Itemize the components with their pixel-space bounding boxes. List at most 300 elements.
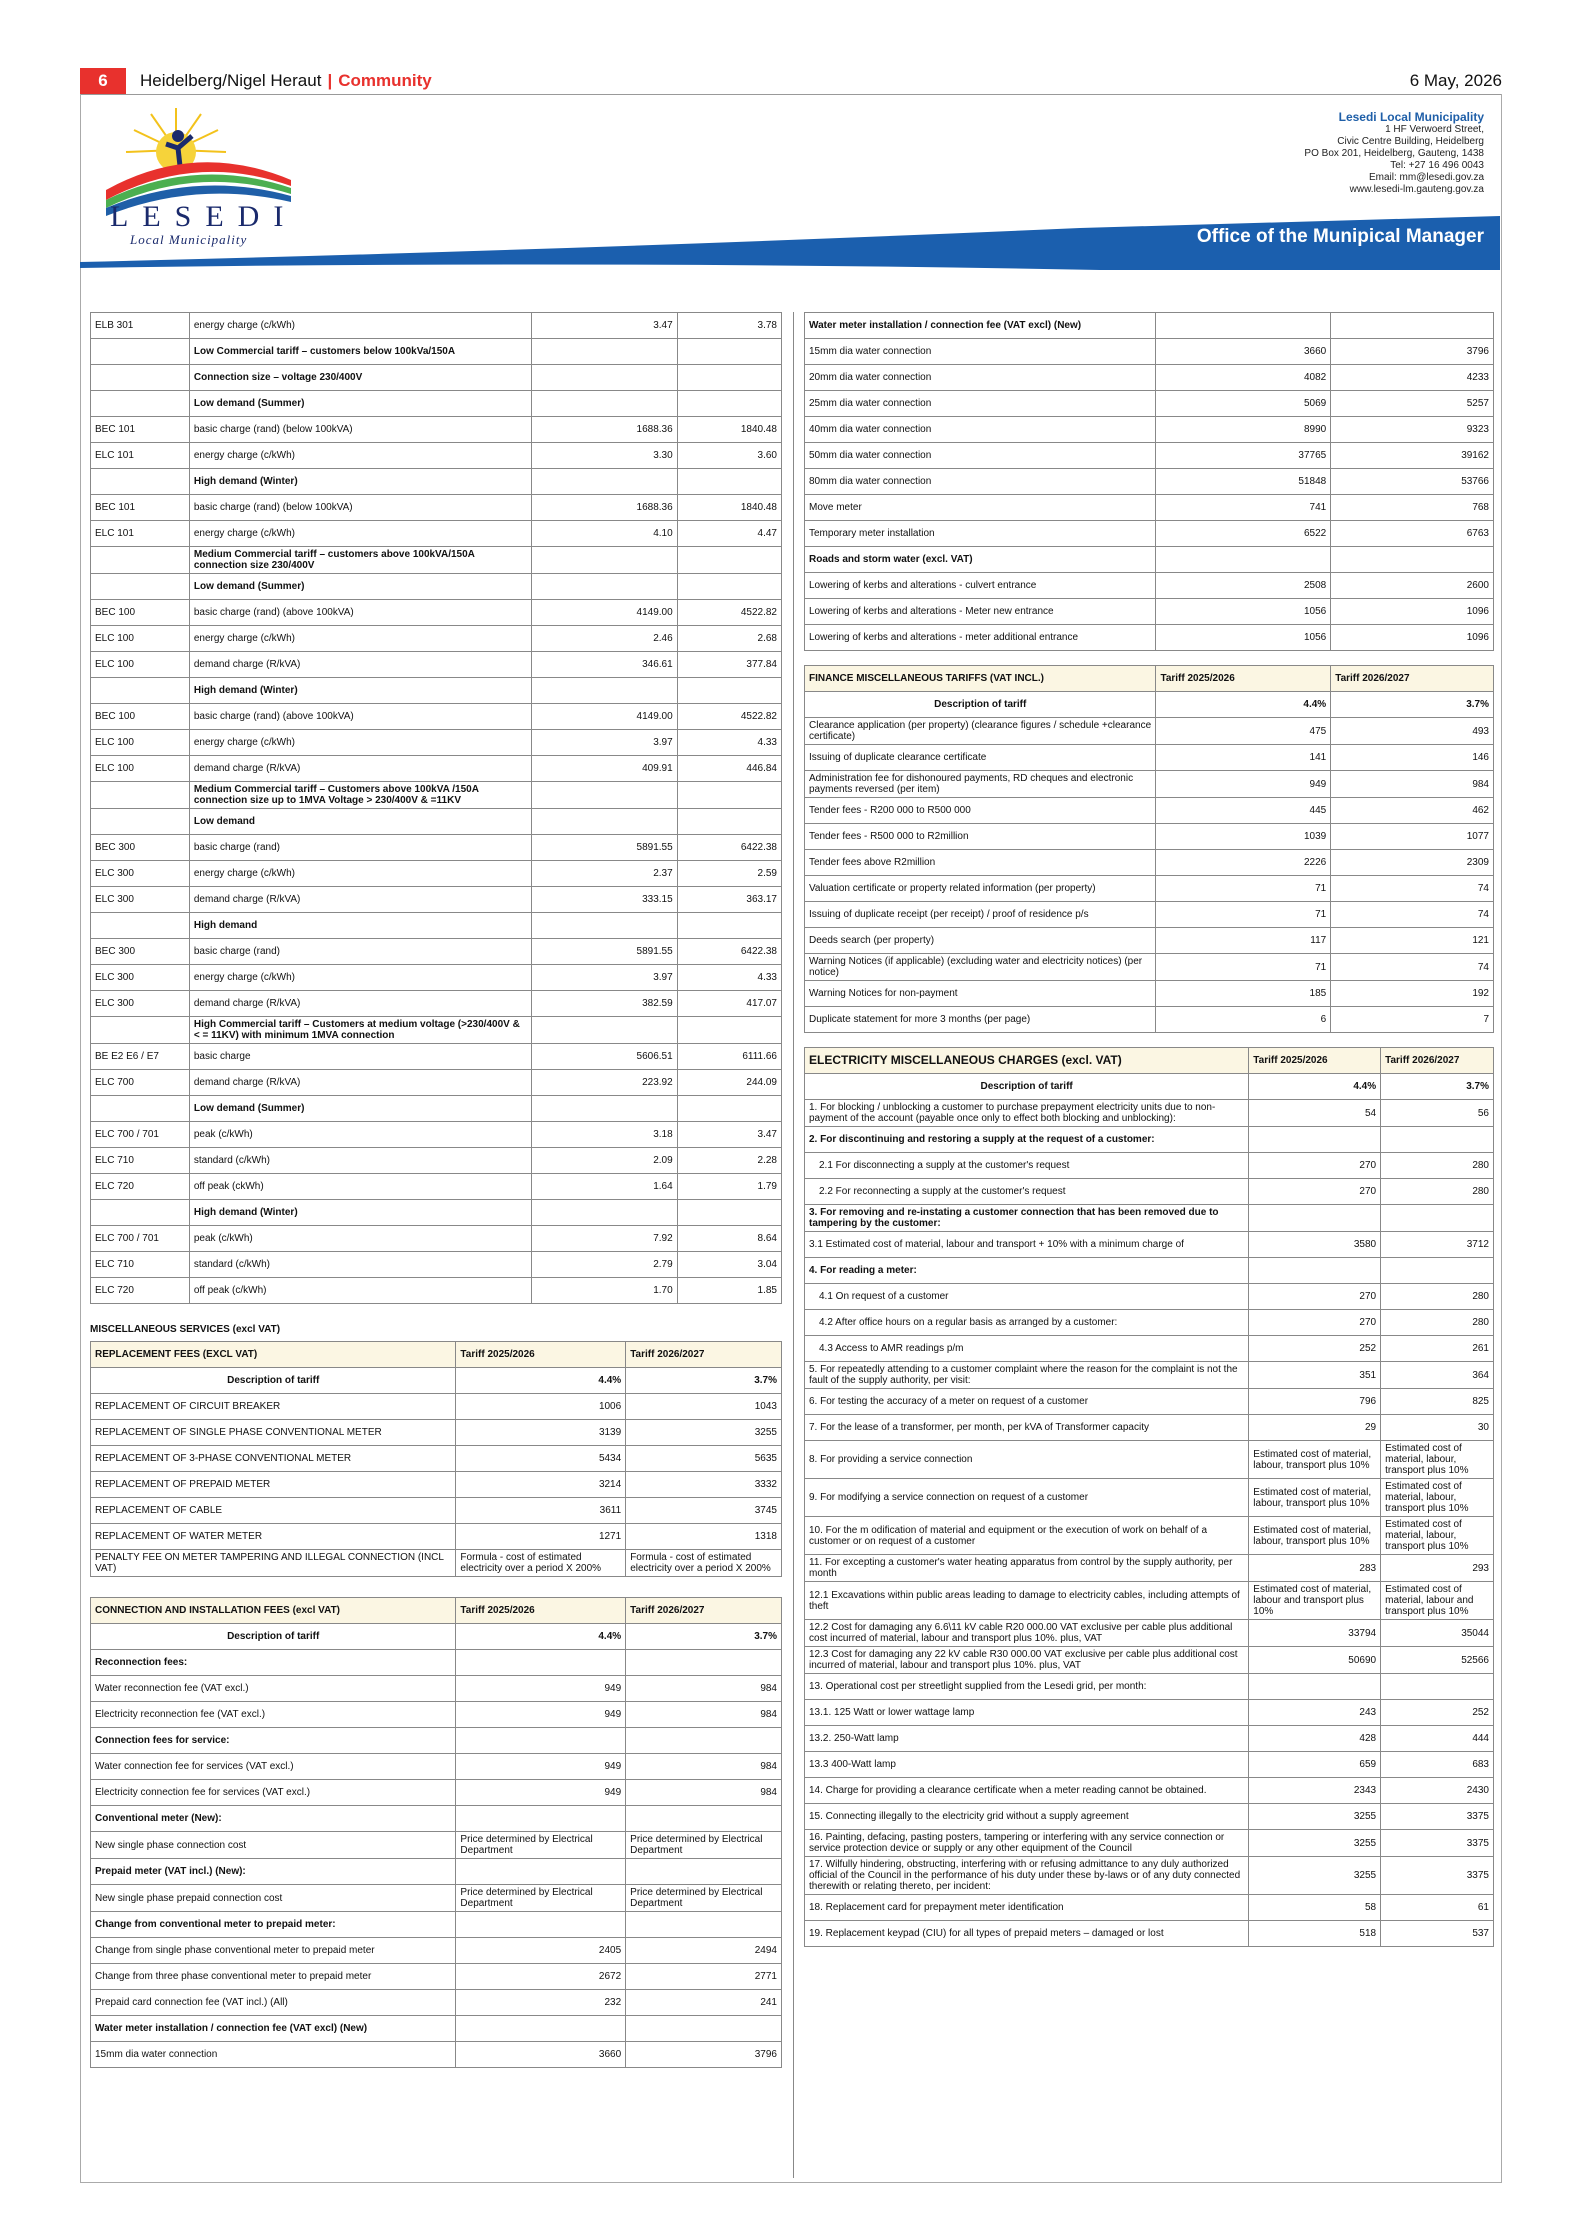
table-cell: Electricity reconnection fee (VAT excl.) — [91, 1702, 456, 1728]
table-cell: 3214 — [456, 1472, 626, 1498]
table-cell: Estimated cost of material, labour, transport plus 10% — [1381, 1479, 1494, 1517]
table-cell — [1381, 1127, 1494, 1153]
table-cell: energy charge (c/kWh) — [189, 965, 531, 991]
table-cell: Change from conventional meter to prepaid meter: — [91, 1912, 456, 1938]
table-cell: ELC 100 — [91, 756, 190, 782]
table-cell: 146 — [1331, 745, 1494, 771]
table-row — [91, 1200, 782, 1226]
table-cell: 659 — [1249, 1752, 1381, 1778]
table-cell: basic charge (rand) (above 100kVA) — [189, 600, 531, 626]
table-cell: Prepaid card connection fee (VAT incl.) (All) — [91, 1990, 456, 2016]
table-row — [91, 1832, 782, 1859]
table-cell: 9323 — [1331, 417, 1494, 443]
table-cell: ELC 101 — [91, 521, 190, 547]
table-cell: 6111.66 — [677, 1044, 781, 1070]
table-cell: Price determined by Electrical Department — [456, 1832, 626, 1859]
table-cell: Change from single phase conventional meter to prepaid meter — [91, 1938, 456, 1964]
table-cell: 3255 — [626, 1420, 782, 1446]
table-cell: Change from three phase conventional meter to prepaid meter — [91, 1964, 456, 1990]
table-cell: 7.92 — [532, 1226, 678, 1252]
table-row — [91, 991, 782, 1017]
table-cell: 232 — [456, 1990, 626, 2016]
table-row — [91, 1806, 782, 1832]
table-cell: 409.91 — [532, 756, 678, 782]
table-cell: 428 — [1249, 1726, 1381, 1752]
table-cell: Estimated cost of material, labour, transport plus 10% — [1381, 1441, 1494, 1479]
table-cell: basic charge (rand) (below 100kVA) — [189, 417, 531, 443]
table-cell: 71 — [1156, 876, 1331, 902]
table-row — [91, 1524, 782, 1550]
table-cell: 1.79 — [677, 1174, 781, 1200]
table-cell: 192 — [1331, 981, 1494, 1007]
table-row — [805, 1895, 1494, 1921]
electricity-misc-table — [804, 1047, 1494, 1947]
table-row — [91, 1498, 782, 1524]
table-cell — [677, 782, 781, 809]
table-row — [91, 1676, 782, 1702]
table-cell: 984 — [1331, 771, 1494, 798]
table-row — [91, 2042, 782, 2068]
table-cell: 444 — [1381, 1726, 1494, 1752]
table-row — [805, 547, 1494, 573]
table-cell: 185 — [1156, 981, 1331, 1007]
table-cell: 61 — [1381, 1895, 1494, 1921]
table-cell: energy charge (c/kWh) — [189, 443, 531, 469]
column-divider — [793, 312, 794, 2178]
table-cell: 3255 — [1249, 1830, 1381, 1857]
table-cell: 5635 — [626, 1446, 782, 1472]
table-cell: standard (c/kWh) — [189, 1148, 531, 1174]
table-cell: 3660 — [456, 2042, 626, 2068]
table-cell: Connection size – voltage 230/400V — [189, 365, 531, 391]
table-row — [91, 1070, 782, 1096]
table-cell: 6. For testing the accuracy of a meter on request of a customer — [805, 1389, 1249, 1415]
table-cell: basic charge (rand) — [189, 835, 531, 861]
table-cell: energy charge (c/kWh) — [189, 861, 531, 887]
table-cell — [677, 913, 781, 939]
table-cell: 1.85 — [677, 1278, 781, 1304]
table-cell: 3.97 — [532, 965, 678, 991]
col-header: Tariff 2026/2027 — [626, 1598, 782, 1624]
table-cell: 3611 — [456, 1498, 626, 1524]
table-cell: BEC 101 — [91, 417, 190, 443]
table-cell: basic charge (rand) (above 100kVA) — [189, 704, 531, 730]
table-row — [805, 1127, 1494, 1153]
table-cell: 9. For modifying a service connection on request of a customer — [805, 1479, 1249, 1517]
table-row — [91, 339, 782, 365]
table-cell: 280 — [1381, 1284, 1494, 1310]
table-cell: 3796 — [626, 2042, 782, 2068]
table-cell: 10. For the m odification of material and equipment or the execution of work on behalf of a customer or on request of a customer — [805, 1517, 1249, 1555]
table-row — [805, 876, 1494, 902]
table-cell: BEC 300 — [91, 939, 190, 965]
table-cell — [626, 1859, 782, 1885]
table-row — [91, 626, 782, 652]
table-cell: 8. For providing a service connection — [805, 1441, 1249, 1479]
table-cell — [91, 469, 190, 495]
table-cell: ELC 710 — [91, 1252, 190, 1278]
table-cell — [91, 574, 190, 600]
table-cell: High demand (Winter) — [189, 469, 531, 495]
table-cell: 1688.36 — [532, 417, 678, 443]
table-cell: 3.04 — [677, 1252, 781, 1278]
table-cell: 3.1 Estimated cost of material, labour and transport + 10% with a minimum charge of — [805, 1232, 1249, 1258]
table-cell: Prepaid meter (VAT incl.) (New): — [91, 1859, 456, 1885]
table-cell: 7. For the lease of a transformer, per month, per kVA of Transformer capacity — [805, 1415, 1249, 1441]
table-cell: 3660 — [1156, 339, 1331, 365]
table-cell: 949 — [456, 1780, 626, 1806]
table-cell: 3745 — [626, 1498, 782, 1524]
table-row — [91, 678, 782, 704]
table-cell: 6422.38 — [677, 835, 781, 861]
table-cell: 2. For discontinuing and restoring a supply at the request of a customer: — [805, 1127, 1249, 1153]
table-cell: 25mm dia water connection — [805, 391, 1156, 417]
table-cell: 2.68 — [677, 626, 781, 652]
table-cell: 3375 — [1381, 1857, 1494, 1895]
table-row — [91, 756, 782, 782]
table-cell: 2226 — [1156, 850, 1331, 876]
table-row — [91, 1096, 782, 1122]
table-row — [805, 798, 1494, 824]
table-row — [805, 1205, 1494, 1232]
table-cell: 270 — [1249, 1153, 1381, 1179]
table-cell: energy charge (c/kWh) — [189, 521, 531, 547]
table-cell: 12.1 Excavations within public areas leading to damage to electricity cables, including attempts of theft — [805, 1582, 1249, 1620]
table-row — [91, 1912, 782, 1938]
table-cell: ELC 720 — [91, 1278, 190, 1304]
table-row — [805, 417, 1494, 443]
table-cell: 1056 — [1156, 599, 1331, 625]
table-row — [91, 495, 782, 521]
table-cell: Administration fee for dishonoured payments, RD cheques and electronic payments reversed (per item) — [805, 771, 1156, 798]
table-row — [805, 1415, 1494, 1441]
table-row — [91, 1702, 782, 1728]
table-row — [805, 1700, 1494, 1726]
table-cell — [532, 469, 678, 495]
table-cell: 2771 — [626, 1964, 782, 1990]
table-cell: Clearance application (per property) (clearance figures / schedule +clearance certificate) — [805, 718, 1156, 745]
table-cell — [677, 1017, 781, 1044]
table-cell: 363.17 — [677, 887, 781, 913]
table-cell: 12.3 Cost for damaging any 22 kV cable R30 000.00 VAT exclusive per cable plus additional cost incurred of material, labour and transport plus 10%. plus, VAT — [805, 1647, 1249, 1674]
table-row — [805, 824, 1494, 850]
table-cell: 5891.55 — [532, 939, 678, 965]
table-cell: Estimated cost of material, labour and transport plus 10% — [1249, 1582, 1381, 1620]
table-cell: peak (c/kWh) — [189, 1122, 531, 1148]
address-line: Civic Centre Building, Heidelberg — [1337, 136, 1484, 147]
table-cell: Issuing of duplicate clearance certificate — [805, 745, 1156, 771]
table-title: REPLACEMENT FEES (EXCL VAT) — [91, 1342, 456, 1368]
table-row — [805, 1153, 1494, 1179]
table-cell: 346.61 — [532, 652, 678, 678]
increase-pct: 4.4% — [456, 1368, 626, 1394]
table-cell: 30 — [1381, 1415, 1494, 1441]
table-cell: 5069 — [1156, 391, 1331, 417]
table-row — [91, 1122, 782, 1148]
table-cell: 8990 — [1156, 417, 1331, 443]
table-row — [91, 469, 782, 495]
table-cell: ELC 100 — [91, 730, 190, 756]
table-cell: Water meter installation / connection fee (VAT excl) (New) — [91, 2016, 456, 2042]
table-row — [91, 2016, 782, 2042]
table-cell: 241 — [626, 1990, 782, 2016]
table-row — [805, 625, 1494, 651]
desc-header: Description of tariff — [91, 1624, 456, 1650]
table-cell: Water reconnection fee (VAT excl.) — [91, 1676, 456, 1702]
table-row — [805, 365, 1494, 391]
table-cell: 364 — [1381, 1362, 1494, 1389]
table-row — [91, 913, 782, 939]
table-row — [91, 391, 782, 417]
desc-header: Description of tariff — [805, 692, 1156, 718]
table-row — [805, 1857, 1494, 1895]
table-cell: 2.59 — [677, 861, 781, 887]
table-row — [805, 1726, 1494, 1752]
electricity-tariff-table — [90, 312, 782, 1304]
table-row — [805, 718, 1494, 745]
table-cell: energy charge (c/kWh) — [189, 730, 531, 756]
table-row — [805, 1647, 1494, 1674]
table-cell: Estimated cost of material, labour and transport plus 10% — [1381, 1582, 1494, 1620]
table-row — [91, 1278, 782, 1304]
increase-pct: 3.7% — [626, 1368, 782, 1394]
table-row — [805, 573, 1494, 599]
table-cell: 280 — [1381, 1153, 1494, 1179]
table-cell — [91, 547, 190, 574]
table-cell: demand charge (R/kVA) — [189, 756, 531, 782]
table-cell: basic charge (rand) — [189, 939, 531, 965]
table-cell: 3712 — [1381, 1232, 1494, 1258]
table-cell: 5. For repeatedly attending to a customer complaint where the reason for the complaint is not the fault of the supply authority, per visit: — [805, 1362, 1249, 1389]
table-cell: 4082 — [1156, 365, 1331, 391]
table-row — [805, 981, 1494, 1007]
table-cell — [456, 1859, 626, 1885]
table-cell: 74 — [1331, 902, 1494, 928]
table-cell — [1381, 1258, 1494, 1284]
table-cell: 1039 — [1156, 824, 1331, 850]
table-cell: 243 — [1249, 1700, 1381, 1726]
table-cell: 121 — [1331, 928, 1494, 954]
table-cell: ELC 720 — [91, 1174, 190, 1200]
table-cell: 2.37 — [532, 861, 678, 887]
table-cell — [626, 1806, 782, 1832]
table-cell — [91, 1096, 190, 1122]
table-cell: 796 — [1249, 1389, 1381, 1415]
table-cell — [532, 913, 678, 939]
table-cell — [532, 391, 678, 417]
col-header: Tariff 2025/2026 — [456, 1598, 626, 1624]
table-cell: ELC 300 — [91, 887, 190, 913]
table-row — [91, 1174, 782, 1200]
table-cell: 475 — [1156, 718, 1331, 745]
table-cell: 37765 — [1156, 443, 1331, 469]
table-cell: 2508 — [1156, 573, 1331, 599]
table-row — [91, 1472, 782, 1498]
table-row — [805, 745, 1494, 771]
table-row — [91, 1226, 782, 1252]
table-cell — [677, 339, 781, 365]
table-row — [805, 443, 1494, 469]
table-cell: 7 — [1331, 1007, 1494, 1033]
table-cell — [677, 1200, 781, 1226]
table-row — [805, 469, 1494, 495]
table-cell: Connection fees for service: — [91, 1728, 456, 1754]
table-cell — [456, 1728, 626, 1754]
left-column — [90, 312, 782, 2068]
table-cell: Medium Commercial tariff – customers above 100kVA/150A connection size 230/400V — [189, 547, 531, 574]
table-cell: 683 — [1381, 1752, 1494, 1778]
table-row — [805, 1479, 1494, 1517]
table-row — [805, 599, 1494, 625]
table-cell — [532, 1017, 678, 1044]
table-cell: 5434 — [456, 1446, 626, 1472]
table-row — [805, 1555, 1494, 1582]
table-cell: 6763 — [1331, 521, 1494, 547]
table-cell: Duplicate statement for more 3 months (per page) — [805, 1007, 1156, 1033]
table-cell: PENALTY FEE ON METER TAMPERING AND ILLEGAL CONNECTION (INCL VAT) — [91, 1550, 456, 1577]
table-cell: 1006 — [456, 1394, 626, 1420]
table-cell: 13. Operational cost per streetlight supplied from the Lesedi grid, per month: — [805, 1674, 1249, 1700]
table-cell: 261 — [1381, 1336, 1494, 1362]
table-cell — [677, 678, 781, 704]
table-row — [805, 902, 1494, 928]
table-cell: Estimated cost of material, labour, transport plus 10% — [1249, 1479, 1381, 1517]
table-row — [805, 1517, 1494, 1555]
paper-name: Heidelberg/Nigel Heraut — [140, 71, 322, 90]
table-cell: 6522 — [1156, 521, 1331, 547]
table-cell: BEC 300 — [91, 835, 190, 861]
table-cell: 16. Painting, defacing, pasting posters, tampering or interfering with any service connection or service protection device or supply or any other equipment of the Council — [805, 1830, 1249, 1857]
table-cell: 351 — [1249, 1362, 1381, 1389]
table-row — [805, 391, 1494, 417]
table-cell: 445 — [1156, 798, 1331, 824]
table-cell: 4522.82 — [677, 600, 781, 626]
table-cell: ELC 700 / 701 — [91, 1226, 190, 1252]
table-cell: 14. Charge for providing a clearance certificate when a meter reading cannot be obtained. — [805, 1778, 1249, 1804]
table-row — [805, 1284, 1494, 1310]
table-cell: off peak (c/kWh) — [189, 1278, 531, 1304]
table-cell: 4. For reading a meter: — [805, 1258, 1249, 1284]
table-cell: 117 — [1156, 928, 1331, 954]
table-cell: ELB 301 — [91, 313, 190, 339]
table-row — [91, 887, 782, 913]
table-cell: 141 — [1156, 745, 1331, 771]
table-cell: 39162 — [1331, 443, 1494, 469]
table-cell: 15mm dia water connection — [805, 339, 1156, 365]
table-cell: 13.2. 250-Watt lamp — [805, 1726, 1249, 1752]
table-cell — [532, 809, 678, 835]
table-cell — [1156, 547, 1331, 573]
table-cell: 51848 — [1156, 469, 1331, 495]
page-number: 6 — [80, 68, 126, 94]
table-cell: 20mm dia water connection — [805, 365, 1156, 391]
table-cell — [91, 913, 190, 939]
table-cell: 1056 — [1156, 625, 1331, 651]
table-cell: 3.30 — [532, 443, 678, 469]
increase-pct: 4.4% — [456, 1624, 626, 1650]
table-row — [805, 1362, 1494, 1389]
table-cell: 4522.82 — [677, 704, 781, 730]
table-cell: 71 — [1156, 954, 1331, 981]
table-cell: 4.3 Access to AMR readings p/m — [805, 1336, 1249, 1362]
table-row — [91, 1148, 782, 1174]
table-cell: Estimated cost of material, labour, transport plus 10% — [1249, 1517, 1381, 1555]
table-cell: peak (c/kWh) — [189, 1226, 531, 1252]
table-cell: 2343 — [1249, 1778, 1381, 1804]
table-row — [91, 1728, 782, 1754]
address-line: www.lesedi-lm.gauteng.gov.za — [1349, 184, 1484, 195]
table-row — [805, 1310, 1494, 1336]
table-cell: 382.59 — [532, 991, 678, 1017]
replacement-fees-table — [90, 1341, 782, 1577]
address-line: PO Box 201, Heidelberg, Gauteng, 1438 — [1304, 148, 1484, 159]
table-cell: 293 — [1381, 1555, 1494, 1582]
table-cell: 5257 — [1331, 391, 1494, 417]
col-header: Tariff 2026/2027 — [626, 1342, 782, 1368]
col-header: Tariff 2025/2026 — [1156, 666, 1331, 692]
table-cell: 244.09 — [677, 1070, 781, 1096]
table-cell: BEC 101 — [91, 495, 190, 521]
table-cell: 40mm dia water connection — [805, 417, 1156, 443]
table-cell: 2309 — [1331, 850, 1494, 876]
table-cell: REPLACEMENT OF PREPAID METER — [91, 1472, 456, 1498]
table-row — [91, 782, 782, 809]
table-cell: 58 — [1249, 1895, 1381, 1921]
table-cell: 54 — [1249, 1100, 1381, 1127]
table-cell: High demand — [189, 913, 531, 939]
table-cell: ELC 100 — [91, 652, 190, 678]
table-cell: 1. For blocking / unblocking a customer to purchase prepayment electricity units due to non-payment of the account (payable once only to effect both blocking and unblocking): — [805, 1100, 1249, 1127]
table-row — [91, 939, 782, 965]
table-cell — [456, 1912, 626, 1938]
table-cell: REPLACEMENT OF WATER METER — [91, 1524, 456, 1550]
table-cell: 825 — [1381, 1389, 1494, 1415]
table-cell — [677, 547, 781, 574]
table-row — [91, 1754, 782, 1780]
table-cell: Low demand (Summer) — [189, 391, 531, 417]
table-cell: Deeds search (per property) — [805, 928, 1156, 954]
table-cell: 80mm dia water connection — [805, 469, 1156, 495]
table-cell — [677, 365, 781, 391]
table-cell: 949 — [456, 1702, 626, 1728]
table-row — [91, 835, 782, 861]
table-cell — [1249, 1127, 1381, 1153]
org-name: Lesedi Local Municipality — [1338, 110, 1484, 124]
table-cell: 15. Connecting illegally to the electricity grid without a supply agreement — [805, 1804, 1249, 1830]
table-cell — [677, 574, 781, 600]
table-cell — [91, 365, 190, 391]
table-row — [91, 313, 782, 339]
table-cell — [91, 1017, 190, 1044]
table-cell — [91, 339, 190, 365]
table-row — [805, 1007, 1494, 1033]
table-cell: 4.10 — [532, 521, 678, 547]
table-cell: 3580 — [1249, 1232, 1381, 1258]
table-cell: High demand (Winter) — [189, 1200, 531, 1226]
increase-pct: 3.7% — [1331, 692, 1494, 718]
table-cell: REPLACEMENT OF 3-PHASE CONVENTIONAL METER — [91, 1446, 456, 1472]
table-cell: ELC 710 — [91, 1148, 190, 1174]
table-cell — [532, 547, 678, 574]
table-cell — [532, 782, 678, 809]
table-row — [805, 339, 1494, 365]
table-cell: BE E2 E6 / E7 — [91, 1044, 190, 1070]
table-cell: Estimated cost of material, labour, transport plus 10% — [1249, 1441, 1381, 1479]
table-cell: 984 — [626, 1780, 782, 1806]
table-cell — [91, 678, 190, 704]
table-cell: Temporary meter installation — [805, 521, 1156, 547]
table-row — [91, 1420, 782, 1446]
